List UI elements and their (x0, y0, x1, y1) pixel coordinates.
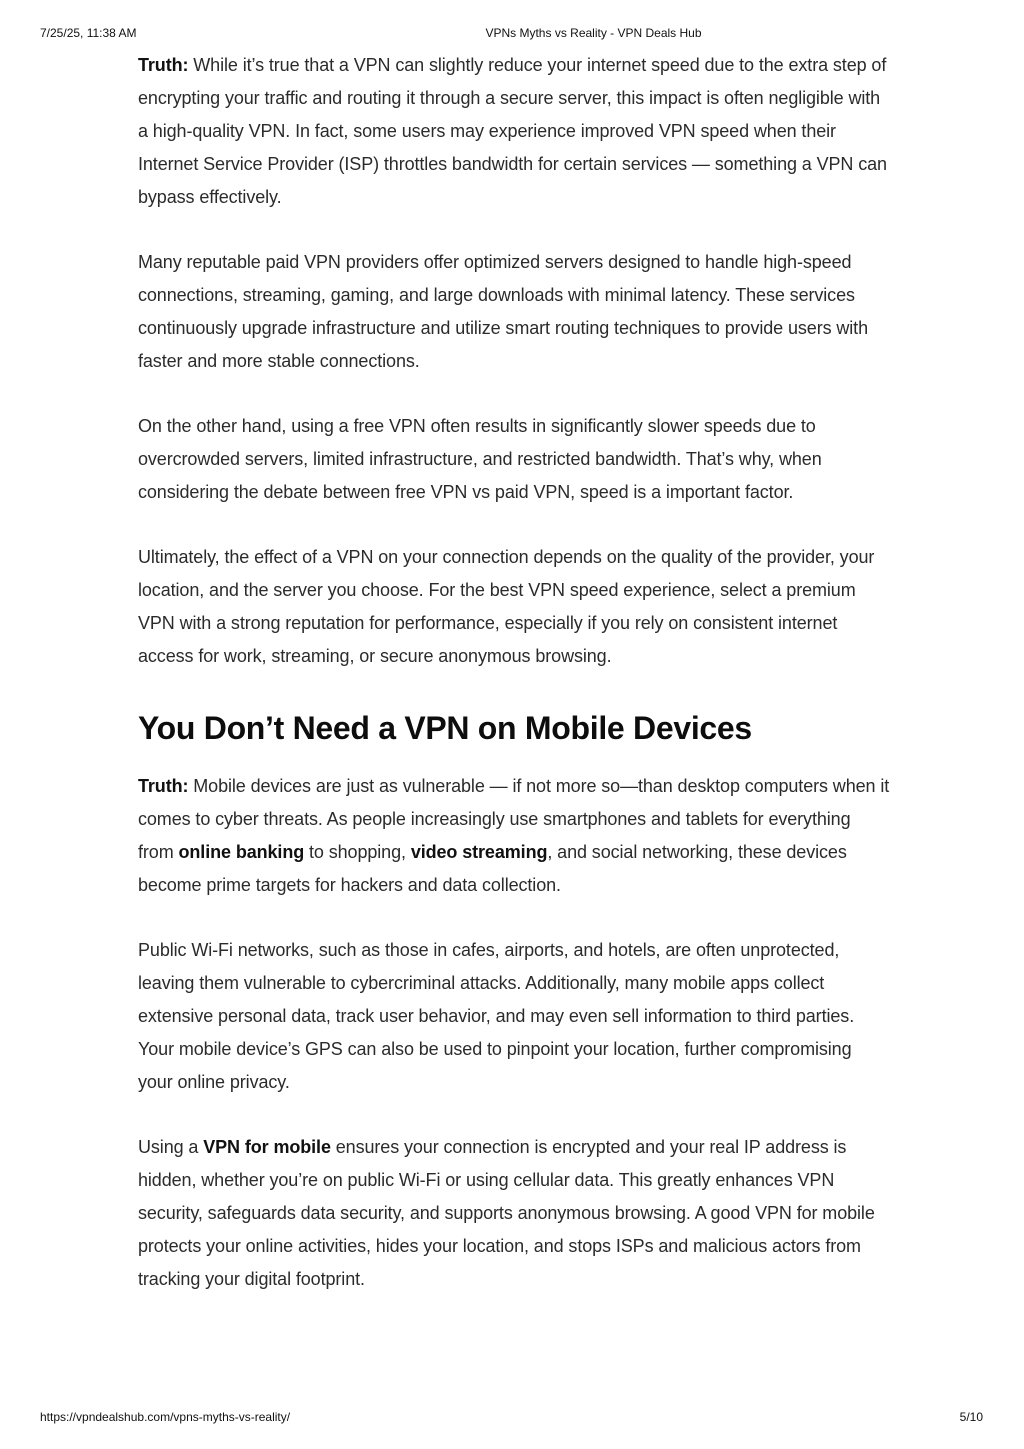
truth-label: Truth: (138, 55, 189, 75)
online-banking-emphasis: online banking (178, 842, 305, 862)
paragraph-text: ensures your connection is encrypted and your real IP address is hidden, whether you’re on public Wi-Fi or using cellular data. This greatly enhances VPN security, safeguards data security, and supports anonymous browsing. A good VPN for mobile protects your online activities, hides your location, and stops ISPs and malicious actors from tracking your digital footprint. (138, 1137, 875, 1289)
article-content (138, 49, 890, 1328)
paragraph-text: Using a (138, 1137, 204, 1157)
paragraph-paid-providers: Many reputable paid VPN providers offer optimized servers designed to handle high-speed connections, streaming, gaming, and large downloads with minimal latency. These services continuously upgrade infrastructure and utilize smart routing techniques to provide users with faster and more stable connections. (138, 252, 868, 371)
section-heading-mobile: You Don’t Need a VPN on Mobile Devices (138, 710, 752, 746)
paragraph-public-wifi: Public Wi-Fi networks, such as those in cafes, airports, and hotels, are often unprotected, leaving them vulnerable to cybercriminal attacks. Additionally, many mobile apps collect extensive personal data, track user behavior, and may even sell information to third parties. Your mobile device’s GPS can also be used to pinpoint your location, further compromising your online privacy. (138, 940, 855, 1092)
paragraph-text: Mobile devices are just as vulnerable — if not more so—than desktop computers when it comes to cyber threats. As people increasingly use smartphones and tablets for everything from (138, 776, 890, 862)
paragraph-mobile-truth (138, 770, 890, 902)
print-page-title: VPNs Myths vs Reality - VPN Deals Hub (485, 26, 702, 40)
print-datetime: 7/25/25, 11:38 AM (40, 26, 137, 40)
paragraph-text: to shopping, (304, 842, 411, 862)
paragraph-text: While it’s true that a VPN can slightly reduce your internet speed due to the extra step of encrypting your traffic and routing it through a secure server, this impact is often negligible with a high-quality VPN. In fact, some users may experience improved VPN speed when their Internet Service Provider (ISP) throttles bandwidth for certain services — something a VPN can bypass effectively. (138, 55, 887, 207)
paragraph-free-vpn: On the other hand, using a free VPN often results in significantly slower speeds due to overcrowded servers, limited infrastructure, and restricted bandwidth. That’s why, when considering the debate between free VPN vs paid VPN, speed is a important factor. (138, 416, 822, 502)
print-header (0, 26, 1024, 42)
truth-label: Truth: (138, 776, 189, 796)
vpn-for-mobile-emphasis: VPN for mobile (203, 1137, 331, 1157)
paragraph-ultimately: Ultimately, the effect of a VPN on your connection depends on the quality of the provider, your location, and the server you choose. For the best VPN speed experience, select a premium VPN with a strong reputation for performance, especially if you rely on consistent internet access for work, streaming, or secure anonymous browsing. (138, 547, 875, 666)
paragraph-speed-truth (138, 49, 890, 214)
paragraph-vpn-for-mobile (138, 1131, 890, 1296)
video-streaming-emphasis: video streaming (410, 842, 548, 862)
print-footer (0, 1410, 1024, 1426)
print-page-number: 5/10 (959, 1410, 983, 1424)
paragraph-text: , and social networking, these devices become prime targets for hackers and data collection. (138, 842, 847, 895)
print-url: https://vpndealshub.com/vpns-myths-vs-reality/ (40, 1410, 291, 1424)
